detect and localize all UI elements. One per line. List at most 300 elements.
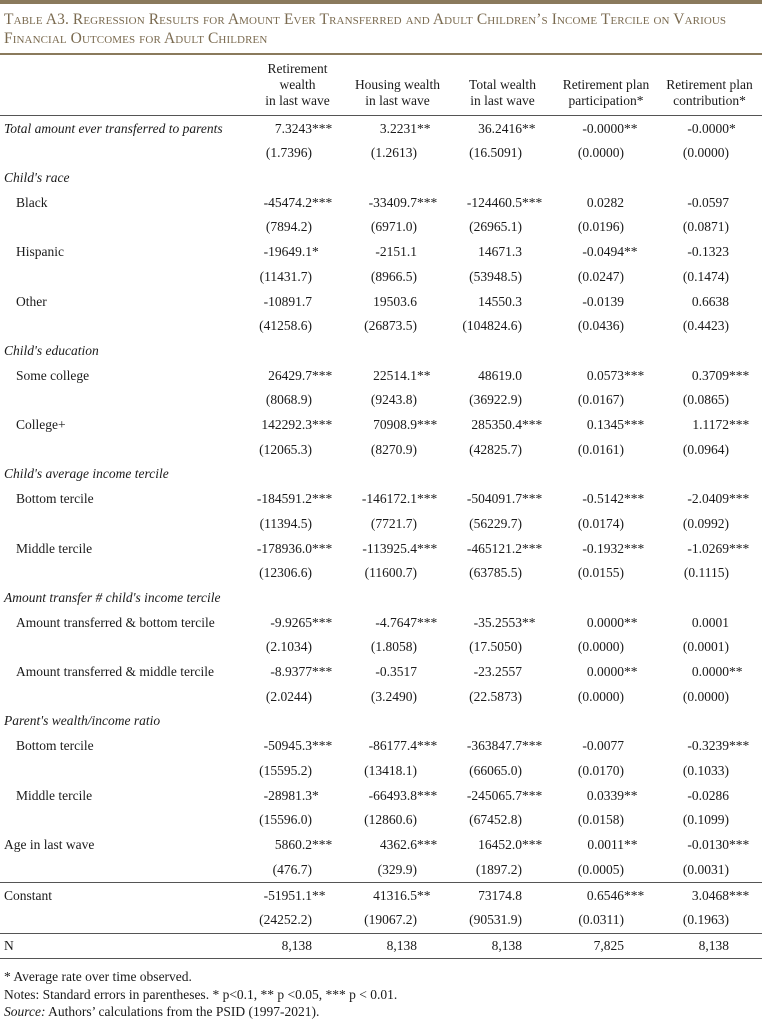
coefficient-value: 73174.8 <box>478 887 522 903</box>
standard-error-cell <box>345 759 450 784</box>
standard-error-cell <box>345 561 450 586</box>
coefficient-value: -124460.5 <box>466 194 522 210</box>
column-header-line: participation* <box>568 93 644 108</box>
standard-error-value: (6971.0) <box>370 219 417 235</box>
standard-error-row <box>0 314 762 339</box>
coefficient-row <box>0 190 762 215</box>
coefficient-cell <box>345 536 450 561</box>
coefficient-value: 0.6546 <box>586 887 624 903</box>
column-header-line: contribution* <box>673 93 746 108</box>
coefficient-cell <box>345 734 450 759</box>
standard-error-value: (2.0244) <box>265 688 312 704</box>
coefficient-value: -8.9377 <box>270 664 312 679</box>
coefficient-cell <box>250 240 345 265</box>
row-label <box>0 388 250 413</box>
standard-error-cell <box>450 265 555 290</box>
significance-stars: ** <box>624 244 638 259</box>
column-header <box>555 61 657 115</box>
significance-stars: *** <box>417 837 438 852</box>
significance-stars: ** <box>312 887 326 903</box>
standard-error-value: (0.1963) <box>682 912 729 928</box>
coefficient-cell <box>345 883 450 909</box>
standard-error-cell <box>555 388 657 413</box>
standard-error-row <box>0 512 762 537</box>
standard-error-row <box>0 808 762 833</box>
row-label <box>0 215 250 240</box>
standard-error-value: (67452.8) <box>469 812 522 828</box>
coefficient-value: -2151.1 <box>375 244 417 259</box>
standard-error-cell <box>555 314 657 339</box>
n-row <box>0 933 762 959</box>
coefficient-cell <box>657 610 762 635</box>
standard-error-value: (3.2490) <box>370 688 417 704</box>
significance-stars: *** <box>312 738 333 753</box>
coefficient-cell <box>345 660 450 685</box>
standard-error-cell <box>250 908 345 933</box>
coefficient-value: 4362.6 <box>379 837 417 852</box>
coefficient-value: 48619.0 <box>478 367 522 383</box>
column-header-line: Total wealth <box>469 77 536 92</box>
standard-error-cell <box>450 314 555 339</box>
standard-error-value: (0.0170) <box>577 762 624 778</box>
standard-error-cell <box>555 215 657 240</box>
standard-error-value: (0.0865) <box>682 392 729 408</box>
coefficient-row <box>0 734 762 759</box>
coefficient-cell <box>555 240 657 265</box>
standard-error-value: (476.7) <box>272 861 312 877</box>
standard-error-value: (1.8058) <box>370 639 417 655</box>
coefficient-value: -504091.7 <box>466 491 522 506</box>
standard-error-cell <box>450 635 555 660</box>
standard-error-value: (12306.6) <box>259 565 312 581</box>
standard-error-cell <box>345 512 450 537</box>
column-header-line: Housing wealth <box>354 77 441 92</box>
coefficient-value: -19649.1 <box>263 244 312 259</box>
significance-stars: *** <box>417 540 438 556</box>
coefficient-cell <box>657 289 762 314</box>
standard-error-value: (41258.6) <box>259 318 312 334</box>
standard-error-value: (0.4423) <box>682 318 729 334</box>
standard-error-value: (90531.9) <box>469 912 522 928</box>
standard-error-cell <box>555 858 657 883</box>
significance-stars: *** <box>729 540 750 556</box>
source-text: Authors’ calculations from the PSID (1997-2021). <box>45 1004 320 1019</box>
significance-stars: *** <box>522 417 543 432</box>
coefficient-cell <box>450 783 555 808</box>
standard-error-value: (0.0155) <box>577 565 624 581</box>
coefficient-value: 142292.3 <box>261 417 312 432</box>
coefficient-cell <box>250 783 345 808</box>
significance-stars: *** <box>729 738 750 753</box>
standard-error-cell <box>345 808 450 833</box>
standard-error-cell <box>657 265 762 290</box>
coefficient-value: -66493.8 <box>368 787 417 803</box>
coefficient-cell <box>555 487 657 512</box>
standard-error-value: (0.0174) <box>577 515 624 531</box>
coefficient-cell <box>345 190 450 215</box>
coefficient-cell <box>250 413 345 438</box>
coefficient-cell <box>250 536 345 561</box>
coefficient-value: -0.3517 <box>375 664 417 679</box>
table-body <box>0 116 762 959</box>
standard-error-value: (12065.3) <box>259 441 312 457</box>
standard-error-value: (36922.9) <box>469 392 522 408</box>
coefficient-row <box>0 660 762 685</box>
significance-stars: *** <box>312 540 333 556</box>
standard-error-cell <box>657 908 762 933</box>
coefficient-value: 22514.1 <box>373 367 417 383</box>
n-value: 8,138 <box>281 937 312 953</box>
standard-error-value: (1897.2) <box>475 861 522 877</box>
row-label: Bottom tercile <box>16 738 94 753</box>
n-cell <box>555 933 657 959</box>
coefficient-value: 0.0282 <box>586 194 624 210</box>
coefficient-cell <box>345 363 450 388</box>
standard-error-value: (15595.2) <box>259 762 312 778</box>
row-label <box>0 265 250 290</box>
coefficient-value: 26429.7 <box>268 367 312 383</box>
standard-error-value: (26873.5) <box>364 318 417 334</box>
coefficient-value: 19503.6 <box>373 293 417 309</box>
significance-stars: ** <box>417 887 431 903</box>
coefficient-cell <box>345 289 450 314</box>
standard-error-value: (7721.7) <box>370 515 417 531</box>
coefficient-value: 0.0573 <box>586 367 624 383</box>
coefficient-cell <box>450 660 555 685</box>
standard-error-value: (0.0161) <box>577 441 624 457</box>
standard-error-value: (12860.6) <box>364 812 417 828</box>
significance-stars: *** <box>729 417 750 432</box>
standard-error-value: (0.0000) <box>577 688 624 704</box>
coefficient-value: 0.0339 <box>586 787 624 803</box>
coefficient-cell <box>555 190 657 215</box>
coefficient-cell <box>657 190 762 215</box>
row-label <box>0 908 250 933</box>
standard-error-cell <box>555 908 657 933</box>
column-header-line: in last wave <box>470 93 535 108</box>
coefficient-value: 16452.0 <box>478 837 522 852</box>
section-row <box>0 339 762 364</box>
coefficient-cell <box>250 116 345 142</box>
standard-error-cell <box>555 759 657 784</box>
standard-error-row <box>0 388 762 413</box>
significance-stars: ** <box>624 837 638 852</box>
standard-error-cell <box>250 759 345 784</box>
coefficient-cell <box>657 240 762 265</box>
coefficient-cell <box>657 413 762 438</box>
significance-stars: ** <box>522 614 536 630</box>
row-label <box>0 561 250 586</box>
coefficient-cell <box>450 833 555 858</box>
row-label <box>0 858 250 883</box>
standard-error-cell <box>450 759 555 784</box>
standard-error-value: (0.0311) <box>578 912 624 928</box>
coefficient-value: -178936.0 <box>256 540 312 556</box>
standard-error-cell <box>250 858 345 883</box>
coefficient-cell <box>250 883 345 909</box>
standard-error-value: (16.5091) <box>469 145 522 161</box>
standard-error-cell <box>345 388 450 413</box>
n-cell <box>450 933 555 959</box>
significance-stars: *** <box>624 540 645 556</box>
significance-stars: *** <box>417 194 438 210</box>
significance-stars: *** <box>417 417 438 432</box>
standard-error-value: (0.0196) <box>577 219 624 235</box>
significance-stars: * <box>729 120 736 136</box>
significance-stars: *** <box>624 417 645 432</box>
row-label: Total amount ever transferred to parents <box>4 120 223 136</box>
standard-error-value: (26965.1) <box>469 219 522 235</box>
row-label <box>0 512 250 537</box>
standard-error-cell <box>450 215 555 240</box>
significance-stars: *** <box>522 738 543 753</box>
regression-table <box>0 61 762 959</box>
row-label: Bottom tercile <box>16 491 94 506</box>
standard-error-value: (19067.2) <box>364 912 417 928</box>
coefficient-value: -1.0269 <box>687 540 729 556</box>
coefficient-value: -0.0130 <box>687 837 729 852</box>
standard-error-cell <box>657 858 762 883</box>
coefficient-value: 0.1345 <box>586 417 624 432</box>
coefficient-value: 5860.2 <box>274 837 312 852</box>
coefficient-value: 0.6638 <box>691 293 729 309</box>
title-rule <box>0 53 762 55</box>
coefficient-cell <box>555 413 657 438</box>
section-row <box>0 709 762 734</box>
standard-error-cell <box>555 561 657 586</box>
standard-error-value: (104824.6) <box>462 318 522 334</box>
coefficient-cell <box>450 734 555 759</box>
standard-error-cell <box>657 635 762 660</box>
coefficient-cell <box>555 660 657 685</box>
row-label: College+ <box>16 417 66 432</box>
standard-error-cell <box>345 265 450 290</box>
standard-error-value: (0.0031) <box>682 861 729 877</box>
standard-error-value: (0.0000) <box>577 145 624 161</box>
coefficient-value: -28981.3 <box>263 787 312 803</box>
coefficient-value: -0.5142 <box>582 491 624 506</box>
coefficient-value: 0.0011 <box>587 837 624 852</box>
significance-stars: *** <box>522 540 543 556</box>
coefficient-row <box>0 487 762 512</box>
coefficient-cell <box>450 116 555 142</box>
standard-error-row <box>0 561 762 586</box>
coefficient-value: -4.7647 <box>375 614 417 630</box>
standard-error-value: (0.0436) <box>577 318 624 334</box>
n-cell <box>657 933 762 959</box>
standard-error-cell <box>345 314 450 339</box>
row-label <box>0 141 250 166</box>
significance-stars: ** <box>522 120 536 136</box>
standard-error-cell <box>555 635 657 660</box>
row-label <box>0 685 250 710</box>
significance-stars: *** <box>312 614 333 630</box>
coefficient-cell <box>657 363 762 388</box>
coefficient-cell <box>345 610 450 635</box>
standard-error-cell <box>657 759 762 784</box>
coefficient-cell <box>657 783 762 808</box>
standard-error-cell <box>250 314 345 339</box>
coefficient-value: 3.2231 <box>379 120 417 136</box>
coefficient-value: -363847.7 <box>466 738 522 753</box>
column-header <box>657 61 762 115</box>
standard-error-cell <box>450 438 555 463</box>
standard-error-cell <box>657 314 762 339</box>
significance-stars: *** <box>522 837 543 852</box>
coefficient-cell <box>250 833 345 858</box>
standard-error-value: (11431.7) <box>259 268 312 284</box>
standard-error-value: (0.1115) <box>683 565 729 581</box>
coefficient-cell <box>345 833 450 858</box>
coefficient-cell <box>450 190 555 215</box>
coefficient-value: -35.2553 <box>473 614 522 630</box>
significance-stars: *** <box>729 837 750 852</box>
standard-error-value: (1.2613) <box>370 145 417 161</box>
standard-error-cell <box>250 635 345 660</box>
standard-error-cell <box>657 438 762 463</box>
row-label <box>0 808 250 833</box>
column-header-line: wealth <box>279 77 316 92</box>
coefficient-cell <box>555 116 657 142</box>
coefficient-value: -33409.7 <box>368 194 417 210</box>
coefficient-cell <box>450 610 555 635</box>
standard-error-value: (24252.2) <box>259 912 312 928</box>
coefficient-row <box>0 883 762 909</box>
row-label: Some college <box>16 367 90 383</box>
coefficient-cell <box>657 883 762 909</box>
coefficient-value: 0.3709 <box>691 367 729 383</box>
significance-stars: *** <box>417 614 438 630</box>
significance-stars: ** <box>417 367 431 383</box>
coefficient-cell <box>555 289 657 314</box>
coefficient-cell <box>250 190 345 215</box>
coefficient-cell <box>450 289 555 314</box>
standard-error-cell <box>250 685 345 710</box>
row-label: Middle tercile <box>16 787 93 803</box>
column-header-line: Retirement plan <box>666 77 753 92</box>
coefficient-value: -0.0077 <box>582 738 624 753</box>
row-label: Black <box>16 194 48 210</box>
coefficient-value: 70908.9 <box>373 417 417 432</box>
significance-stars: *** <box>312 664 333 679</box>
significance-stars: *** <box>624 491 645 506</box>
significance-stars: *** <box>729 491 750 506</box>
standard-error-value: (8966.5) <box>370 268 417 284</box>
standard-error-row <box>0 685 762 710</box>
coefficient-row <box>0 413 762 438</box>
standard-error-cell <box>555 512 657 537</box>
standard-error-value: (0.0247) <box>577 268 624 284</box>
column-header-line: Retirement plan <box>562 77 650 92</box>
section-row <box>0 166 762 191</box>
coefficient-cell <box>250 363 345 388</box>
standard-error-cell <box>450 388 555 413</box>
row-label: N <box>0 933 250 959</box>
row-label: Middle tercile <box>16 540 93 556</box>
coefficient-value: -0.0000 <box>687 120 729 136</box>
coefficient-cell <box>345 487 450 512</box>
section-label: Child's average income tercile <box>4 466 169 482</box>
standard-error-cell <box>345 141 450 166</box>
section-label: Child's education <box>4 342 99 358</box>
coefficient-value: -0.0000 <box>582 120 624 136</box>
significance-stars: *** <box>312 491 333 506</box>
coefficient-value: -146172.1 <box>361 491 417 506</box>
standard-error-row <box>0 635 762 660</box>
n-value: 7,825 <box>593 937 624 953</box>
coefficient-cell <box>250 660 345 685</box>
standard-error-cell <box>555 438 657 463</box>
standard-error-cell <box>250 512 345 537</box>
coefficient-cell <box>657 833 762 858</box>
standard-error-cell <box>657 685 762 710</box>
significance-stars: ** <box>729 664 743 679</box>
standard-error-cell <box>450 685 555 710</box>
coefficient-value: -2.0409 <box>687 491 729 506</box>
section-row <box>0 586 762 611</box>
standard-error-cell <box>555 265 657 290</box>
table-notes <box>4 968 397 1021</box>
standard-error-value: (1.7396) <box>265 145 312 161</box>
standard-error-value: (11394.5) <box>259 515 312 531</box>
standard-error-value: (63785.5) <box>469 565 522 581</box>
coefficient-value: -0.1932 <box>582 540 624 556</box>
coefficient-value: 3.0468 <box>691 887 729 903</box>
coefficient-value: -10891.7 <box>263 293 312 309</box>
section-label: Amount transfer # child's income tercile <box>4 589 221 605</box>
significance-stars: *** <box>312 837 333 852</box>
coefficient-cell <box>555 783 657 808</box>
standard-error-cell <box>555 141 657 166</box>
significance-stars: *** <box>417 738 438 753</box>
standard-error-row <box>0 908 762 933</box>
standard-error-value: (2.1034) <box>265 639 312 655</box>
n-cell <box>345 933 450 959</box>
standard-error-value: (22.5873) <box>469 688 522 704</box>
standard-error-value: (0.0871) <box>682 219 729 235</box>
standard-error-row <box>0 215 762 240</box>
n-value: 8,138 <box>386 937 417 953</box>
coefficient-cell <box>345 413 450 438</box>
standard-error-cell <box>250 388 345 413</box>
section-label: Parent's wealth/income ratio <box>4 713 161 729</box>
standard-error-cell <box>555 808 657 833</box>
standard-error-value: (53948.5) <box>469 268 522 284</box>
coefficient-cell <box>555 536 657 561</box>
coefficient-cell <box>345 240 450 265</box>
significance-stars: *** <box>417 491 438 506</box>
table-title: Table A3. Regression Results for Amount Ever Transferred and Adult Children’s Income Tercile on Various Financial Outcomes for Adult Children <box>4 11 727 47</box>
coefficient-value: -113925.4 <box>362 540 417 556</box>
coefficient-value: 0.0001 <box>691 614 729 630</box>
row-label: Hispanic <box>16 244 64 259</box>
standard-error-cell <box>345 685 450 710</box>
coefficient-value: 0.0000 <box>586 664 624 679</box>
coefficient-row <box>0 116 762 142</box>
significance-stars: *** <box>312 417 333 432</box>
coefficient-cell <box>657 116 762 142</box>
coefficient-value: 41316.5 <box>373 887 417 903</box>
coefficient-cell <box>250 289 345 314</box>
standard-error-cell <box>450 141 555 166</box>
significance-stars: *** <box>312 367 333 383</box>
standard-error-value: (0.1033) <box>682 762 729 778</box>
coefficient-value: 14671.3 <box>478 244 522 259</box>
standard-error-value: (0.0005) <box>577 861 624 877</box>
standard-error-value: (17.5050) <box>469 639 522 655</box>
significance-stars: ** <box>624 614 638 630</box>
coefficient-cell <box>250 487 345 512</box>
